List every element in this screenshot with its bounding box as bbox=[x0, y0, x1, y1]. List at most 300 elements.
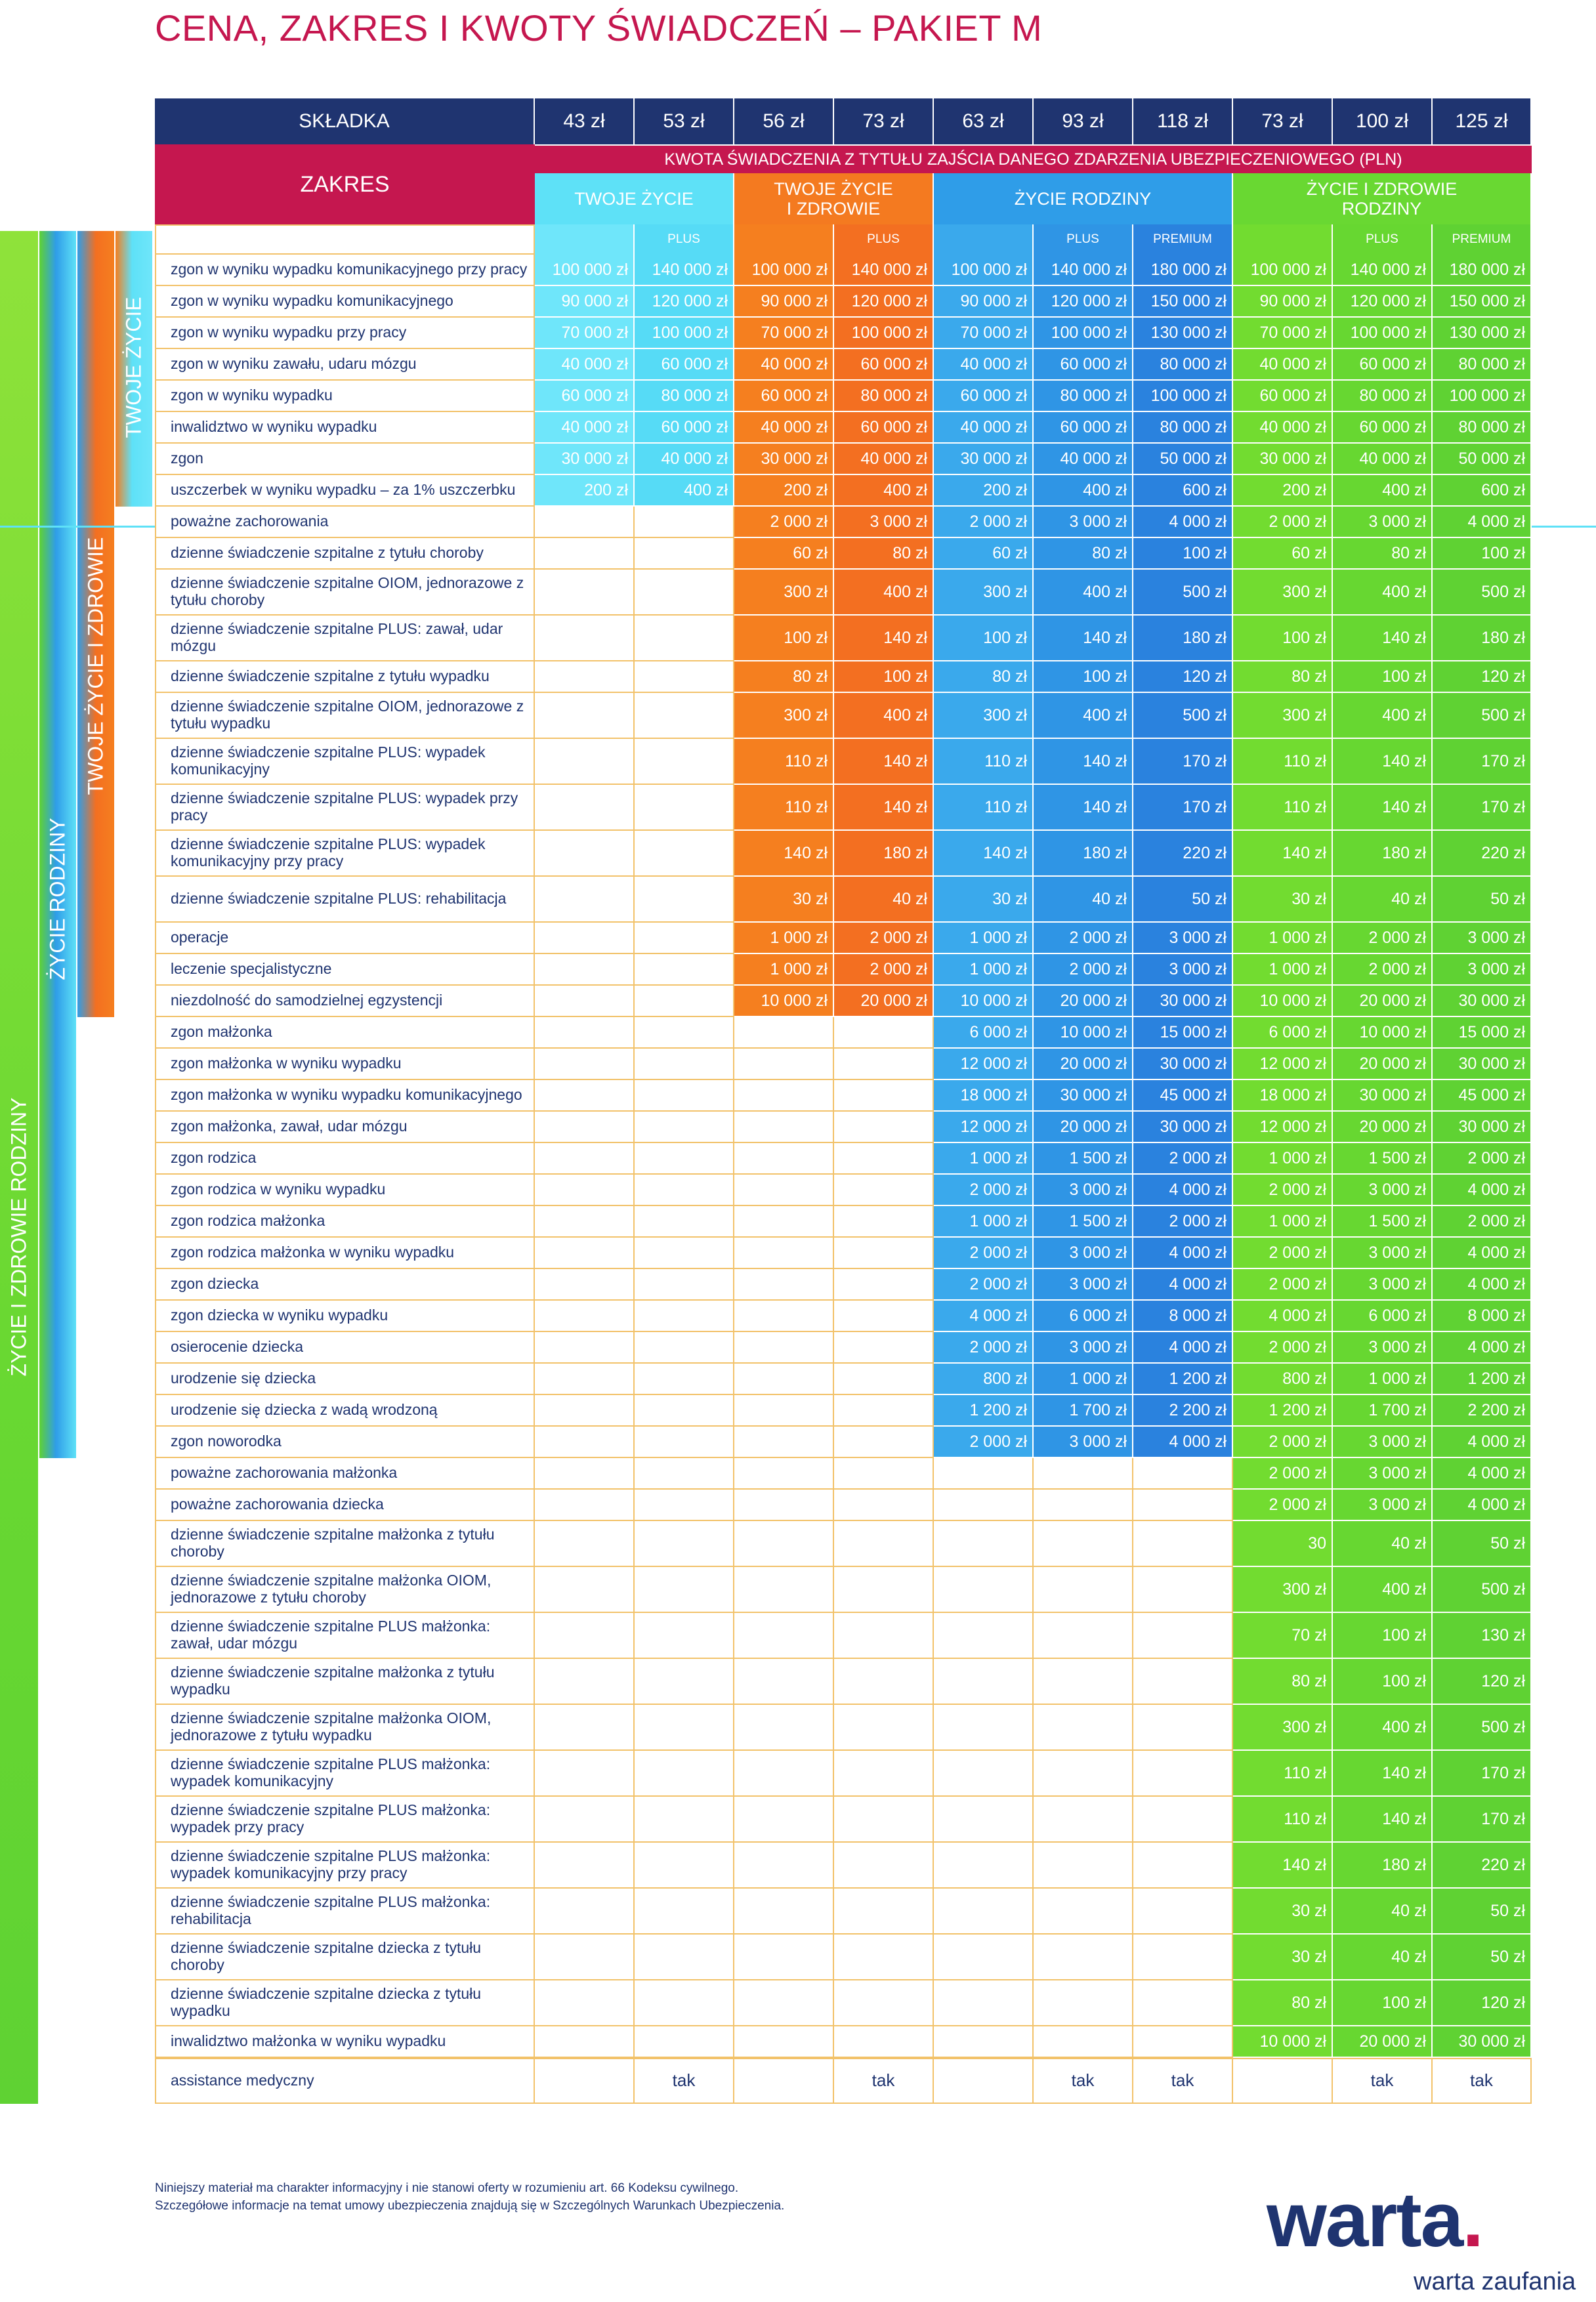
benefit-value: 140 zł bbox=[834, 785, 934, 831]
empty-cell bbox=[934, 1659, 1034, 1705]
benefit-label: zgon rodzica bbox=[155, 1143, 535, 1175]
premium-cell: 73 zł bbox=[834, 98, 934, 144]
benefit-value: 1 000 zł bbox=[934, 1143, 1034, 1175]
assistance-value: tak bbox=[635, 2058, 734, 2104]
benefit-value: 140 000 zł bbox=[635, 255, 734, 286]
empty-cell bbox=[535, 693, 635, 739]
empty-cell bbox=[635, 538, 734, 570]
benefit-value: 100 zł bbox=[1233, 616, 1333, 661]
benefit-value: 80 zł bbox=[934, 661, 1034, 693]
benefit-value: 140 zł bbox=[1034, 739, 1133, 785]
benefit-value: 100 zł bbox=[1333, 1980, 1433, 2026]
subvariant-cell: PREMIUM bbox=[1133, 224, 1233, 255]
benefit-value: 30 000 zł bbox=[734, 444, 834, 475]
benefit-value: 500 zł bbox=[1433, 693, 1532, 739]
benefit-value: 80 zł bbox=[1233, 1980, 1333, 2026]
benefit-value: 90 000 zł bbox=[535, 286, 635, 318]
empty-cell bbox=[635, 1049, 734, 1080]
benefit-value: 20 000 zł bbox=[1333, 986, 1433, 1017]
benefit-value: 110 zł bbox=[934, 739, 1034, 785]
empty-cell bbox=[635, 570, 734, 616]
benefit-value: 1 500 zł bbox=[1034, 1206, 1133, 1238]
benefit-label: zgon rodzica małżonka bbox=[155, 1206, 535, 1238]
benefit-value: 90 000 zł bbox=[1233, 286, 1333, 318]
empty-cell bbox=[1133, 1843, 1233, 1889]
empty-cell bbox=[635, 1751, 734, 1797]
benefit-value: 50 000 zł bbox=[1433, 444, 1532, 475]
benefit-value: 3 000 zł bbox=[1133, 923, 1233, 954]
benefit-value: 140 zł bbox=[734, 831, 834, 877]
benefit-value: 1 000 zł bbox=[734, 923, 834, 954]
benefit-value: 180 zł bbox=[1333, 831, 1433, 877]
benefit-value: 80 000 zł bbox=[1433, 412, 1532, 444]
empty-cell bbox=[535, 1332, 635, 1364]
benefit-label: leczenie specjalistyczne bbox=[155, 954, 535, 986]
subvariant-cell bbox=[734, 224, 834, 255]
benefit-value: 40 zł bbox=[1333, 1889, 1433, 1935]
empty-cell bbox=[1034, 1935, 1133, 1980]
empty-cell bbox=[535, 1206, 635, 1238]
empty-cell bbox=[734, 1080, 834, 1112]
benefit-value: 180 000 zł bbox=[1133, 255, 1233, 286]
empty-cell bbox=[734, 1751, 834, 1797]
benefit-value: 80 000 zł bbox=[834, 381, 934, 412]
benefit-value: 1 000 zł bbox=[1233, 1143, 1333, 1175]
benefit-label: zgon bbox=[155, 444, 535, 475]
benefit-value: 3 000 zł bbox=[834, 507, 934, 538]
benefit-value: 100 000 zł bbox=[734, 255, 834, 286]
benefit-value: 6 000 zł bbox=[1034, 1301, 1133, 1332]
benefit-label: dzienne świadczenie szpitalne OIOM, jednorazowe z tytułu wypadku bbox=[155, 693, 535, 739]
benefit-value: 10 000 zł bbox=[1233, 986, 1333, 1017]
benefit-value: 300 zł bbox=[1233, 693, 1333, 739]
benefit-value: 30 000 zł bbox=[934, 444, 1034, 475]
empty-cell bbox=[1034, 1705, 1133, 1751]
empty-cell bbox=[635, 616, 734, 661]
benefit-value: 40 000 zł bbox=[635, 444, 734, 475]
empty-cell bbox=[535, 1458, 635, 1490]
empty-cell bbox=[535, 1567, 635, 1613]
benefit-label: dzienne świadczenie szpitalne małżonka OIOM, jednorazowe z tytułu choroby bbox=[155, 1567, 535, 1613]
benefit-value: 170 zł bbox=[1433, 1751, 1532, 1797]
benefit-value: 80 000 zł bbox=[1034, 381, 1133, 412]
benefit-value: 400 zł bbox=[635, 475, 734, 507]
benefit-value: 140 000 zł bbox=[1034, 255, 1133, 286]
benefit-value: 500 zł bbox=[1433, 570, 1532, 616]
benefit-value: 50 zł bbox=[1433, 1889, 1532, 1935]
empty-cell bbox=[734, 1458, 834, 1490]
empty-cell bbox=[635, 1364, 734, 1395]
benefit-value: 120 000 zł bbox=[1034, 286, 1133, 318]
assistance-value bbox=[734, 2058, 834, 2104]
empty-cell bbox=[635, 1301, 734, 1332]
benefit-value: 30 000 zł bbox=[1133, 1049, 1233, 1080]
empty-cell bbox=[535, 1935, 635, 1980]
benefit-value: 80 000 zł bbox=[1133, 349, 1233, 381]
empty-cell bbox=[1034, 1797, 1133, 1843]
benefit-value: 400 zł bbox=[1034, 570, 1133, 616]
benefit-value: 80 zł bbox=[834, 538, 934, 570]
empty-cell bbox=[734, 1613, 834, 1659]
empty-cell bbox=[1133, 1659, 1233, 1705]
benefit-value: 800 zł bbox=[1233, 1364, 1333, 1395]
benefit-value: 140 zł bbox=[1233, 1843, 1333, 1889]
benefit-value: 10 000 zł bbox=[934, 986, 1034, 1017]
benefit-value: 45 000 zł bbox=[1433, 1080, 1532, 1112]
benefit-label: uszczerbek w wyniku wypadku – za 1% uszczerbku bbox=[155, 475, 535, 507]
benefit-value: 30 000 zł bbox=[1433, 1049, 1532, 1080]
benefit-value: 300 zł bbox=[1233, 570, 1333, 616]
benefit-value: 4 000 zł bbox=[1233, 1301, 1333, 1332]
benefit-value: 4 000 zł bbox=[1433, 1458, 1532, 1490]
benefit-value: 100 zł bbox=[1333, 1659, 1433, 1705]
benefit-value: 40 000 zł bbox=[1034, 444, 1133, 475]
benefit-label: zgon rodzica w wyniku wypadku bbox=[155, 1175, 535, 1206]
package-group-header: ŻYCIE I ZDROWIE RODZINY bbox=[1233, 173, 1532, 224]
benefit-value: 1 000 zł bbox=[934, 1206, 1034, 1238]
empty-cell bbox=[734, 1395, 834, 1427]
benefit-label: zgon w wyniku zawału, udaru mózgu bbox=[155, 349, 535, 381]
benefit-label: osierocenie dziecka bbox=[155, 1332, 535, 1364]
benefit-value: 500 zł bbox=[1133, 570, 1233, 616]
benefit-value: 80 000 zł bbox=[635, 381, 734, 412]
empty-cell bbox=[1133, 1521, 1233, 1567]
benefit-label: dzienne świadczenie szpitalne OIOM, jednorazowe z tytułu choroby bbox=[155, 570, 535, 616]
empty-cell bbox=[635, 739, 734, 785]
benefit-value: 80 000 zł bbox=[1333, 381, 1433, 412]
benefit-value: 40 000 zł bbox=[734, 412, 834, 444]
benefit-value: 20 000 zł bbox=[1333, 1112, 1433, 1143]
benefit-label: inwalidztwo w wyniku wypadku bbox=[155, 412, 535, 444]
empty-cell bbox=[535, 1080, 635, 1112]
benefit-value: 1 200 zł bbox=[1133, 1364, 1233, 1395]
benefit-value: 20 000 zł bbox=[834, 986, 934, 1017]
empty-cell bbox=[734, 1659, 834, 1705]
empty-cell bbox=[934, 1490, 1034, 1521]
empty-cell bbox=[635, 1980, 734, 2026]
benefit-value: 140 zł bbox=[834, 616, 934, 661]
empty-cell bbox=[635, 1705, 734, 1751]
benefit-value: 130 zł bbox=[1433, 1613, 1532, 1659]
benefit-value: 60 000 zł bbox=[734, 381, 834, 412]
premium-cell: 43 zł bbox=[535, 98, 635, 144]
benefit-value: 90 000 zł bbox=[734, 286, 834, 318]
empty-cell bbox=[734, 1490, 834, 1521]
empty-cell bbox=[635, 1797, 734, 1843]
benefit-value: 40 000 zł bbox=[934, 412, 1034, 444]
benefit-value: 220 zł bbox=[1433, 831, 1532, 877]
benefit-label: niezdolność do samodzielnej egzystencji bbox=[155, 986, 535, 1017]
empty-cell bbox=[535, 1843, 635, 1889]
subvariant-cell bbox=[934, 224, 1034, 255]
benefit-label: urodzenie się dziecka z wadą wrodzoną bbox=[155, 1395, 535, 1427]
empty-cell bbox=[1034, 1889, 1133, 1935]
benefit-value: 60 000 zł bbox=[1333, 412, 1433, 444]
benefit-value: 2 200 zł bbox=[1433, 1395, 1532, 1427]
empty-cell bbox=[834, 1395, 934, 1427]
benefit-value: 8 000 zł bbox=[1433, 1301, 1532, 1332]
empty-cell bbox=[535, 785, 635, 831]
empty-cell bbox=[535, 1017, 635, 1049]
benefit-value: 400 zł bbox=[834, 475, 934, 507]
benefit-value: 140 zł bbox=[1333, 1751, 1433, 1797]
benefit-label: dzienne świadczenie szpitalne PLUS małżonka: wypadek komunikacyjny bbox=[155, 1751, 535, 1797]
empty-cell bbox=[734, 1175, 834, 1206]
benefit-value: 6 000 zł bbox=[1333, 1301, 1433, 1332]
benefit-value: 300 zł bbox=[734, 693, 834, 739]
empty-cell bbox=[635, 1521, 734, 1567]
assistance-label: assistance medyczny bbox=[155, 2058, 535, 2104]
benefit-value: 30 000 zł bbox=[1433, 1112, 1532, 1143]
benefit-value: 4 000 zł bbox=[1433, 1175, 1532, 1206]
benefit-value: 60 000 zł bbox=[1233, 381, 1333, 412]
benefit-value: 1 000 zł bbox=[734, 954, 834, 986]
benefit-value: 100 000 zł bbox=[1034, 318, 1133, 349]
benefit-value: 70 000 zł bbox=[734, 318, 834, 349]
benefits-table bbox=[155, 98, 1533, 2137]
benefit-value: 170 zł bbox=[1433, 785, 1532, 831]
zakres-label: ZAKRES bbox=[155, 144, 535, 224]
package-group-header: ŻYCIE RODZINY bbox=[934, 173, 1233, 224]
benefit-value: 150 000 zł bbox=[1433, 286, 1532, 318]
empty-cell bbox=[635, 1080, 734, 1112]
empty-cell bbox=[734, 1567, 834, 1613]
empty-cell bbox=[635, 1238, 734, 1269]
empty-cell bbox=[734, 1332, 834, 1364]
empty-cell bbox=[635, 1112, 734, 1143]
empty-cell bbox=[734, 1269, 834, 1301]
empty-cell bbox=[834, 1112, 934, 1143]
benefit-value: 50 zł bbox=[1433, 1521, 1532, 1567]
empty-cell bbox=[834, 1332, 934, 1364]
benefit-value: 40 zł bbox=[1333, 1521, 1433, 1567]
empty-cell bbox=[1133, 1458, 1233, 1490]
empty-cell bbox=[635, 2026, 734, 2058]
benefit-value: 2 000 zł bbox=[1333, 954, 1433, 986]
benefit-value: 400 zł bbox=[1034, 475, 1133, 507]
assistance-value: tak bbox=[1133, 2058, 1233, 2104]
empty-cell bbox=[1034, 1490, 1133, 1521]
empty-cell bbox=[734, 1521, 834, 1567]
empty-cell bbox=[834, 1659, 934, 1705]
benefit-value: 2 000 zł bbox=[1433, 1206, 1532, 1238]
benefit-value: 100 000 zł bbox=[635, 318, 734, 349]
benefit-label: zgon w wyniku wypadku komunikacyjnego bbox=[155, 286, 535, 318]
empty-cell bbox=[635, 1017, 734, 1049]
benefit-label: zgon w wyniku wypadku bbox=[155, 381, 535, 412]
benefit-value: 4 000 zł bbox=[1133, 1175, 1233, 1206]
empty-cell bbox=[834, 1797, 934, 1843]
empty-cell bbox=[535, 507, 635, 538]
empty-cell bbox=[934, 1567, 1034, 1613]
benefit-value: 40 000 zł bbox=[535, 412, 635, 444]
benefit-value: 180 zł bbox=[1333, 1843, 1433, 1889]
premium-cell: 73 zł bbox=[1233, 98, 1333, 144]
empty-cell bbox=[834, 1301, 934, 1332]
empty-cell bbox=[535, 739, 635, 785]
benefit-value: 400 zł bbox=[1333, 475, 1433, 507]
benefit-value: 1 200 zł bbox=[1233, 1395, 1333, 1427]
benefit-value: 80 zł bbox=[1333, 538, 1433, 570]
benefit-value: 1 500 zł bbox=[1333, 1206, 1433, 1238]
benefit-value: 100 zł bbox=[934, 616, 1034, 661]
benefit-value: 600 zł bbox=[1433, 475, 1532, 507]
footer-disclaimer bbox=[155, 2180, 784, 2215]
benefit-value: 110 zł bbox=[734, 785, 834, 831]
benefit-value: 2 000 zł bbox=[1233, 1269, 1333, 1301]
benefit-value: 140 zł bbox=[1333, 616, 1433, 661]
benefit-value: 12 000 zł bbox=[934, 1049, 1034, 1080]
benefit-value: 300 zł bbox=[1233, 1705, 1333, 1751]
premium-cell: 118 zł bbox=[1133, 98, 1233, 144]
benefit-label: zgon rodzica małżonka w wyniku wypadku bbox=[155, 1238, 535, 1269]
benefit-value: 60 000 zł bbox=[834, 349, 934, 381]
benefit-value: 170 zł bbox=[1433, 739, 1532, 785]
benefit-label: dzienne świadczenie szpitalne z tytułu choroby bbox=[155, 538, 535, 570]
benefit-value: 30 zł bbox=[734, 877, 834, 923]
empty-cell bbox=[834, 1175, 934, 1206]
benefit-value: 18 000 zł bbox=[934, 1080, 1034, 1112]
benefit-value: 12 000 zł bbox=[1233, 1112, 1333, 1143]
empty-cell bbox=[934, 1705, 1034, 1751]
empty-cell bbox=[535, 1049, 635, 1080]
benefit-value: 300 zł bbox=[934, 693, 1034, 739]
empty-cell bbox=[535, 1751, 635, 1797]
benefit-value: 180 zł bbox=[1433, 616, 1532, 661]
benefit-value: 30 000 zł bbox=[1433, 986, 1532, 1017]
logo-dot: . bbox=[1462, 2177, 1483, 2263]
premium-cell: 93 zł bbox=[1034, 98, 1133, 144]
empty-cell bbox=[1133, 1980, 1233, 2026]
empty-cell bbox=[635, 507, 734, 538]
benefit-value: 18 000 zł bbox=[1233, 1080, 1333, 1112]
benefit-value: 1 700 zł bbox=[1034, 1395, 1133, 1427]
kwota-header: KWOTA ŚWIADCZENIA Z TYTUŁU ZAJŚCIA DANEGO ZDARZENIA UBEZPIECZENIOWEGO (PLN) bbox=[535, 144, 1532, 173]
skladka-label: SKŁADKA bbox=[155, 98, 535, 144]
benefit-value: 4 000 zł bbox=[1433, 507, 1532, 538]
benefit-value: 1 000 zł bbox=[1034, 1364, 1133, 1395]
empty-cell bbox=[1133, 1797, 1233, 1843]
empty-cell bbox=[535, 954, 635, 986]
benefit-value: 3 000 zł bbox=[1333, 1269, 1433, 1301]
subvariant-cell: PLUS bbox=[1333, 224, 1433, 255]
benefit-value: 4 000 zł bbox=[1433, 1332, 1532, 1364]
benefit-value: 2 000 zł bbox=[934, 1238, 1034, 1269]
benefit-value: 100 000 zł bbox=[535, 255, 635, 286]
assistance-value bbox=[535, 2058, 635, 2104]
empty-cell bbox=[1034, 1521, 1133, 1567]
benefit-value: 120 000 zł bbox=[834, 286, 934, 318]
benefit-value: 80 zł bbox=[1034, 538, 1133, 570]
assistance-value: tak bbox=[1433, 2058, 1532, 2104]
benefit-value: 200 zł bbox=[734, 475, 834, 507]
empty-cell bbox=[535, 570, 635, 616]
benefit-value: 3 000 zł bbox=[1034, 1427, 1133, 1458]
benefit-value: 20 000 zł bbox=[1333, 1049, 1433, 1080]
empty-cell bbox=[1133, 1889, 1233, 1935]
benefit-value: 2 000 zł bbox=[1233, 1332, 1333, 1364]
benefit-value: 120 zł bbox=[1433, 1980, 1532, 2026]
benefit-value: 120 zł bbox=[1433, 1659, 1532, 1705]
benefit-label: dzienne świadczenie szpitalne małżonka z tytułu choroby bbox=[155, 1521, 535, 1567]
benefit-value: 120 zł bbox=[1133, 661, 1233, 693]
benefit-value: 400 zł bbox=[1333, 693, 1433, 739]
empty-cell bbox=[535, 538, 635, 570]
benefit-value: 1 000 zł bbox=[1233, 923, 1333, 954]
benefit-value: 50 000 zł bbox=[1133, 444, 1233, 475]
benefit-value: 2 000 zł bbox=[1333, 923, 1433, 954]
benefit-value: 500 zł bbox=[1433, 1705, 1532, 1751]
empty-cell bbox=[1133, 1935, 1233, 1980]
benefit-value: 20 000 zł bbox=[1034, 1112, 1133, 1143]
benefit-value: 3 000 zł bbox=[1133, 954, 1233, 986]
benefit-value: 3 000 zł bbox=[1333, 1490, 1433, 1521]
empty-cell bbox=[535, 1613, 635, 1659]
empty-cell bbox=[834, 1206, 934, 1238]
benefit-value: 2 000 zł bbox=[934, 507, 1034, 538]
benefit-value: 3 000 zł bbox=[1034, 1238, 1133, 1269]
benefit-value: 100 zł bbox=[1034, 661, 1133, 693]
benefit-label: dzienne świadczenie szpitalne małżonka z tytułu wypadku bbox=[155, 1659, 535, 1705]
empty-cell bbox=[934, 1613, 1034, 1659]
benefit-value: 400 zł bbox=[1333, 1567, 1433, 1613]
benefit-value: 3 000 zł bbox=[1333, 1332, 1433, 1364]
benefit-value: 40 000 zł bbox=[1233, 349, 1333, 381]
benefit-value: 30 000 zł bbox=[1133, 986, 1233, 1017]
benefit-label: zgon dziecka w wyniku wypadku bbox=[155, 1301, 535, 1332]
empty-cell bbox=[535, 1490, 635, 1521]
benefit-value: 4 000 zł bbox=[1433, 1490, 1532, 1521]
benefit-value: 2 000 zł bbox=[934, 1427, 1034, 1458]
benefit-value: 400 zł bbox=[1333, 1705, 1433, 1751]
benefit-label: dzienne świadczenie szpitalne PLUS małżonka: wypadek komunikacyjny przy pracy bbox=[155, 1843, 535, 1889]
subvariant-cell: PREMIUM bbox=[1433, 224, 1532, 255]
empty-cell bbox=[934, 1935, 1034, 1980]
assistance-value: tak bbox=[834, 2058, 934, 2104]
benefit-value: 1 000 zł bbox=[1233, 954, 1333, 986]
benefit-value: 170 zł bbox=[1133, 785, 1233, 831]
benefit-label: zgon małżonka bbox=[155, 1017, 535, 1049]
subvariant-cell bbox=[535, 224, 635, 255]
benefit-value: 3 000 zł bbox=[1333, 1175, 1433, 1206]
benefit-label: poważne zachorowania dziecka bbox=[155, 1490, 535, 1521]
empty-cell bbox=[1133, 1567, 1233, 1613]
benefit-value: 120 000 zł bbox=[635, 286, 734, 318]
benefit-label: dzienne świadczenie szpitalne PLUS: rehabilitacja bbox=[155, 877, 535, 923]
benefit-value: 40 zł bbox=[1333, 877, 1433, 923]
benefit-label: dzienne świadczenie szpitalne PLUS: zawał, udar mózgu bbox=[155, 616, 535, 661]
benefit-value: 140 zł bbox=[934, 831, 1034, 877]
benefit-value: 100 000 zł bbox=[1333, 318, 1433, 349]
empty-cell bbox=[635, 877, 734, 923]
subvariant-cell bbox=[1233, 224, 1333, 255]
empty-cell bbox=[635, 661, 734, 693]
benefit-label: dzienne świadczenie szpitalne dziecka z tytułu wypadku bbox=[155, 1980, 535, 2026]
benefit-label: zgon noworodka bbox=[155, 1427, 535, 1458]
empty-cell bbox=[635, 1659, 734, 1705]
benefit-value: 100 000 zł bbox=[1433, 381, 1532, 412]
empty-cell bbox=[734, 1980, 834, 2026]
empty-cell bbox=[535, 1705, 635, 1751]
footer-disclaimer-line-2: Szczegółowe informacje na temat umowy ubezpieczenia znajdują się w Szczególnych Warunkach Ubezpieczenia. bbox=[155, 2198, 785, 2213]
benefit-value: 100 000 zł bbox=[1133, 381, 1233, 412]
benefit-value: 30 zł bbox=[1233, 877, 1333, 923]
benefit-value: 140 000 zł bbox=[834, 255, 934, 286]
benefit-value: 400 zł bbox=[834, 570, 934, 616]
benefit-value: 4 000 zł bbox=[1433, 1238, 1532, 1269]
benefit-value: 3 000 zł bbox=[1333, 1238, 1433, 1269]
empty-cell bbox=[635, 1206, 734, 1238]
